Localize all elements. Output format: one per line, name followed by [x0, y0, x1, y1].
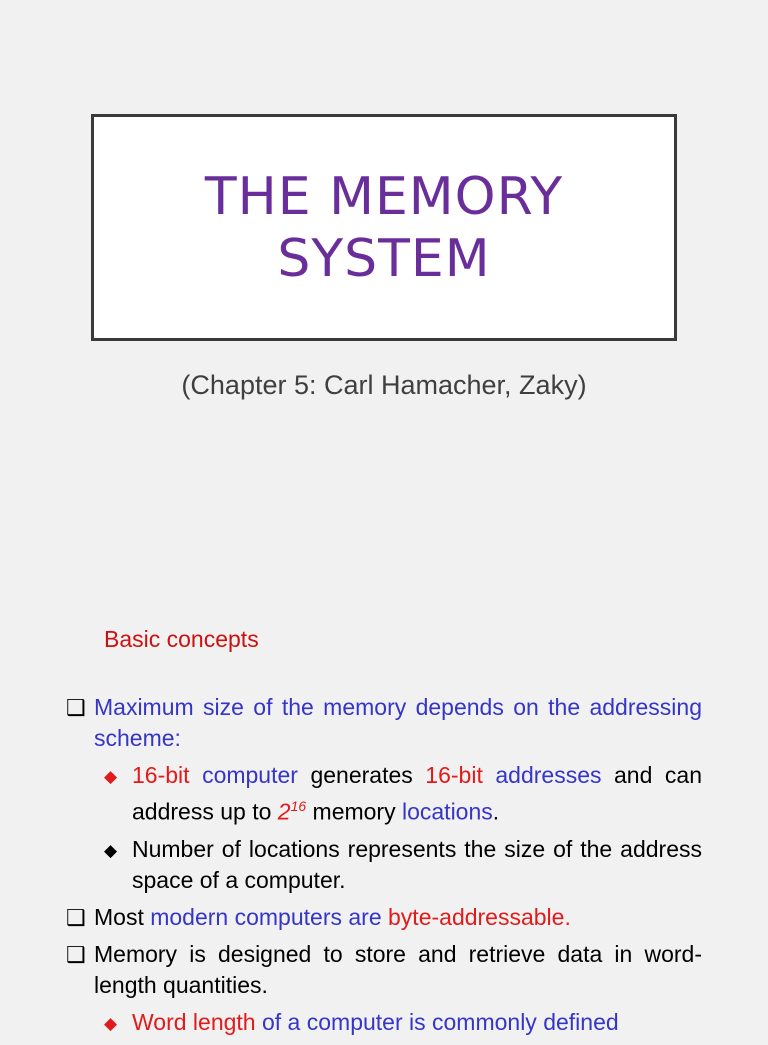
sub-bullet-2-text: Number of locations represents the size of the address space of a computer.: [132, 835, 702, 893]
title-line-1: THE MEMORY: [204, 166, 564, 227]
bullet-1-text: Maximum size of the memory depends on the addressing scheme:: [94, 694, 702, 751]
sub-bullet-1-text: 16-bit computer generates 16-bit addresses and can address up to $2^{16}$ memory locations.: [132, 762, 702, 825]
checkbox-bullet-icon: ❑: [66, 904, 86, 930]
sub-bullet-3: [104, 1007, 702, 1039]
bullet-2-text: Most modern computers are byte-addressable.: [94, 903, 571, 930]
bullet-1: [66, 692, 702, 754]
section-title: Basic concepts: [104, 626, 259, 652]
checkbox-bullet-icon: ❑: [66, 941, 86, 967]
diamond-bullet-icon: ◆: [104, 767, 118, 786]
diamond-bullet-icon: ◆: [104, 840, 118, 860]
checkbox-bullet-icon: ❑: [66, 695, 86, 720]
title-box: [91, 114, 677, 341]
sub-bullet-3-text: Word length of a computer is commonly defined: [132, 1008, 619, 1035]
subtitle: (Chapter 5: Carl Hamacher, Zaky): [181, 370, 587, 400]
diamond-bullet-icon: ◆: [104, 1013, 118, 1033]
bullet-2: [66, 902, 702, 933]
title-line-2: SYSTEM: [277, 228, 491, 289]
slide-content: [66, 624, 702, 1045]
sub-bullet-1: [104, 760, 702, 828]
bullet-3: [66, 939, 702, 1001]
bullet-3-text: Memory is designed to store and retrieve data in word-length quantities.: [94, 940, 702, 998]
sub-bullet-2: [104, 834, 702, 896]
